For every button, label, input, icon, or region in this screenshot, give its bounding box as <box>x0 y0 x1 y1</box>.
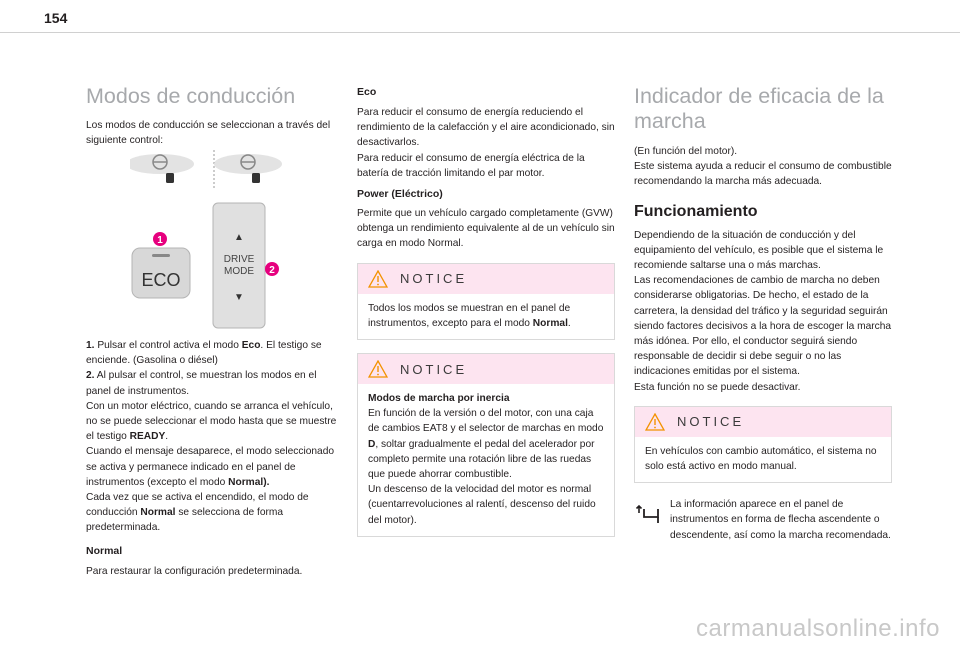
steering-wheel-icon-left <box>130 154 194 183</box>
operation-text-3: Esta función no se puede desactivar. <box>634 381 801 393</box>
shift-indicator-text: La información aparece en el panel de instrumentos en forma de flecha ascendente o descendente, así como la marcha recomendada. <box>670 499 891 541</box>
column-driving-modes <box>86 80 344 148</box>
power-text: Permite que un vehículo cargado completamente (GVW) obtenga un rendimiento equivalente al de un vehículo sin carga en modo Normal. <box>357 208 615 250</box>
eco-text-2: Para reducir el consumo de energía eléctrica de la batería de tracción limitando el par motor. <box>357 152 585 179</box>
eco-button-label: ECO <box>141 270 181 290</box>
power-heading: Power (Eléctrico) <box>357 188 443 201</box>
operation-text-2: Las recomendaciones de cambio de marcha no deben considerarse obligatorias. De hecho, el estado de la carretera, la densidad del tráfico y la seguridad seguirán siendo factores decisivos a la hora de escoger la marcha más idónea. Por ello, el conductor seguirá siendo responsable de decidir si debe seguir o no las indicaciones emitidas por el sistema. <box>634 275 892 378</box>
badge-1 <box>153 232 167 246</box>
notice-text: En vehículos con cambio automático, el sistema no solo está activo en modo manual. <box>645 445 877 473</box>
notice-header <box>635 407 891 437</box>
notice-header <box>358 354 614 384</box>
item-1: 1. Pulsar el control activa el modo Eco. El testigo se enciende. (Gasolina o diésel) <box>86 340 322 367</box>
ignition-text: Cada vez que se activa el encendido, el modo de conducción Normal se selecciona de forma predeterminada. <box>86 492 309 534</box>
warning-icon <box>645 413 665 431</box>
notice-title: NOTICE <box>677 414 745 430</box>
section-title: Indicador de eficacia de la marcha <box>634 84 884 133</box>
notice-title: NOTICE <box>400 361 468 377</box>
drive-mode-switch-illustration <box>213 203 265 328</box>
notice-box-2 <box>357 353 615 537</box>
badge-2 <box>265 262 279 276</box>
electric-text: Con un motor eléctrico, cuando se arranca el vehículo, no se puede seleccionar el modo hasta que se muestre el testigo READY. <box>86 400 337 443</box>
notice-header <box>358 264 614 294</box>
eco-button-illustration <box>132 248 190 298</box>
watermark: carmanualsonline.info <box>696 615 940 642</box>
steering-wheel-icon-right <box>214 154 282 183</box>
eco-heading: Eco <box>357 86 377 98</box>
normal-heading: Normal <box>86 544 123 557</box>
disappear-text: Cuando el mensaje desaparece, el modo seleccionado se activa y permanece indicado en el panel de instrumentos (excepto el modo Normal). <box>86 446 335 488</box>
notice-box-3 <box>634 406 892 483</box>
gear-shift-indicator-icon <box>634 503 668 525</box>
warning-icon <box>368 360 388 378</box>
header-rule <box>0 32 960 33</box>
operation-text-1: Dependiendo de la situación de conducción y del equipamiento del vehículo, es posible que el sistema le recomiende saltarse una o más marchas. <box>634 229 884 272</box>
notice-title: NOTICE <box>400 271 468 287</box>
section-title: Modos de conducción <box>86 84 296 108</box>
operation-heading: Funcionamiento <box>634 202 758 220</box>
coasting-text: En función de la versión o del motor, con una caja de cambios EAT8 y el selector de marchas en modo D, soltar gradualmente el pedal del acelerador por completo permite una rotación libre de las ruedas que puede ahorrar combustible. <box>368 408 604 481</box>
coasting-text-2: Un descenso de la velocidad del motor es normal (cuentarrevoluciones al ralentí, descenso del ruido del motor). <box>368 484 596 526</box>
item-2: 2. Al pulsar el control, se muestran los modos en el panel de instrumentos. <box>86 370 317 397</box>
svg-text:2: 2 <box>269 265 275 276</box>
arrow-down-icon: ▼ <box>234 292 244 303</box>
warning-icon <box>368 270 388 288</box>
page-number: 154 <box>44 10 68 26</box>
intro-1: (En función del motor). <box>634 146 738 157</box>
eco-text-1: Para reducir el consumo de energía reduciendo el rendimiento de la calefacción y el aire acondicionado, sin desactivarlos. <box>357 107 615 149</box>
svg-text:1: 1 <box>157 235 163 246</box>
intro-2: Este sistema ayuda a reducir el consumo de combustible recomendando la marcha más adecuada. <box>634 161 892 188</box>
notice-text: Todos los modos se muestran en el panel de instrumentos, excepto para el modo Normal. <box>368 302 571 329</box>
intro-text: Los modos de conducción se seleccionan a través del siguiente control: <box>86 120 331 147</box>
drive-mode-illustration <box>130 148 290 333</box>
shift-indicator-row <box>634 497 892 543</box>
column-driving-modes-lower <box>86 338 344 579</box>
mode-label: MODE <box>224 266 254 277</box>
column-gear-indicator <box>634 84 892 543</box>
column-modes-detail <box>357 86 615 537</box>
coasting-heading: Modos de marcha por inercia <box>368 393 510 405</box>
notice-box-1 <box>357 263 615 340</box>
normal-text: Para restaurar la configuración predeterminada. <box>86 565 303 577</box>
drive-label: DRIVE <box>223 254 255 265</box>
arrow-up-icon: ▲ <box>234 232 244 243</box>
